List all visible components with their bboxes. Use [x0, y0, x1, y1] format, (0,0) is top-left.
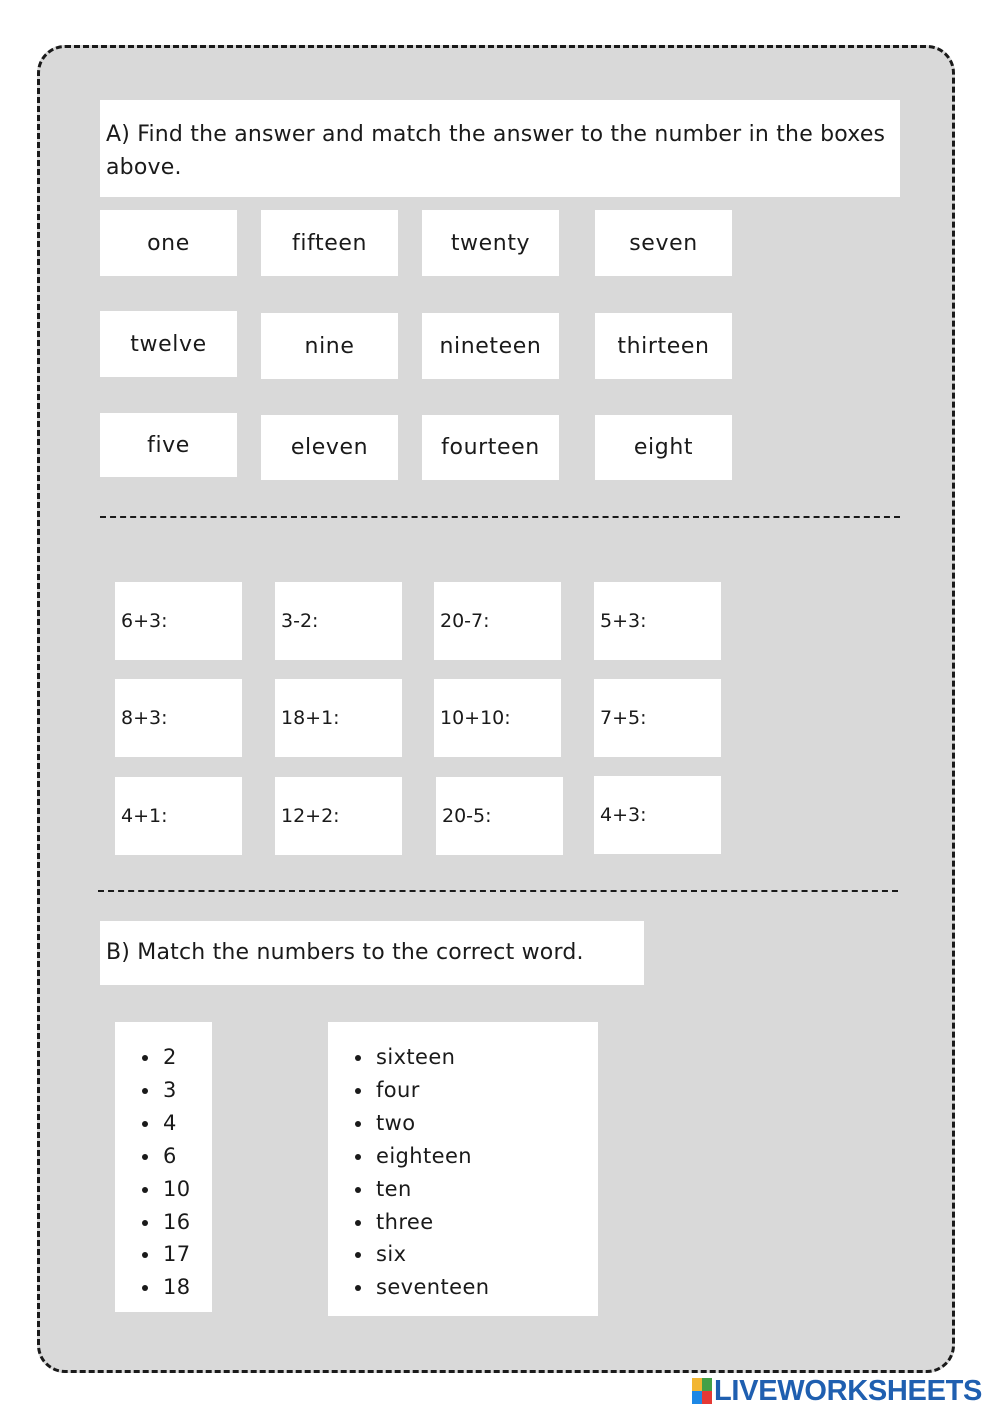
word-box[interactable]: nine — [261, 313, 398, 379]
sum-box[interactable]: 3-2: — [275, 582, 402, 660]
sum-box[interactable]: 5+3: — [594, 582, 721, 660]
word-box[interactable]: thirteen — [595, 313, 732, 379]
word-box[interactable]: one — [100, 210, 237, 276]
sum-box[interactable]: 6+3: — [115, 582, 242, 660]
numbers-list-box — [115, 1022, 212, 1312]
liveworksheets-logo — [692, 1376, 982, 1406]
word-box[interactable]: twelve — [100, 311, 237, 377]
number-item[interactable]: • 6 — [161, 1140, 212, 1173]
word-item[interactable]: • two — [374, 1107, 598, 1140]
instruction-b-text: B) Match the numbers to the correct word. — [106, 940, 584, 965]
number-item[interactable]: • 3 — [161, 1074, 212, 1107]
brand-name: LIVEWORKSHEETS — [714, 1374, 983, 1407]
word-box[interactable]: nineteen — [422, 313, 559, 379]
word-box[interactable]: five — [100, 413, 237, 477]
word-box[interactable]: eight — [595, 415, 732, 480]
liveworksheets-logo-icon — [692, 1378, 712, 1404]
word-box[interactable]: seven — [595, 210, 732, 276]
word-item[interactable]: • six — [374, 1238, 598, 1271]
word-item[interactable]: • sixteen — [374, 1041, 598, 1074]
numbers-list — [115, 1022, 212, 1304]
number-item[interactable]: • 17 — [161, 1238, 212, 1271]
instruction-b-box — [100, 921, 644, 985]
word-box[interactable]: eleven — [261, 415, 398, 480]
sum-box[interactable]: 20-7: — [434, 582, 561, 660]
sum-box[interactable]: 10+10: — [434, 679, 561, 757]
words-list — [328, 1022, 598, 1304]
number-item[interactable]: • 4 — [161, 1107, 212, 1140]
sum-box[interactable]: 7+5: — [594, 679, 721, 757]
word-item[interactable]: • seventeen — [374, 1271, 598, 1304]
word-item[interactable]: • ten — [374, 1173, 598, 1206]
number-item[interactable]: • 18 — [161, 1271, 212, 1304]
instruction-a-box — [100, 100, 900, 197]
words-list-box — [328, 1022, 598, 1316]
word-item[interactable]: • three — [374, 1206, 598, 1239]
sum-box[interactable]: 4+3: — [594, 776, 721, 854]
word-box[interactable]: fourteen — [422, 415, 559, 480]
section-divider — [98, 890, 898, 892]
word-item[interactable]: • eighteen — [374, 1140, 598, 1173]
number-item[interactable]: • 10 — [161, 1173, 212, 1206]
instruction-a-text: A) Find the answer and match the answer to the number in the boxes above. — [106, 122, 886, 180]
sum-box[interactable]: 18+1: — [275, 679, 402, 757]
sum-box[interactable]: 12+2: — [275, 777, 402, 855]
number-item[interactable]: • 16 — [161, 1206, 212, 1239]
number-item[interactable]: • 2 — [161, 1041, 212, 1074]
word-box[interactable]: fifteen — [261, 210, 398, 276]
sum-box[interactable]: 8+3: — [115, 679, 242, 757]
word-box[interactable]: twenty — [422, 210, 559, 276]
sum-box[interactable]: 20-5: — [436, 777, 563, 855]
section-divider — [100, 516, 900, 518]
word-item[interactable]: • four — [374, 1074, 598, 1107]
sum-box[interactable]: 4+1: — [115, 777, 242, 855]
